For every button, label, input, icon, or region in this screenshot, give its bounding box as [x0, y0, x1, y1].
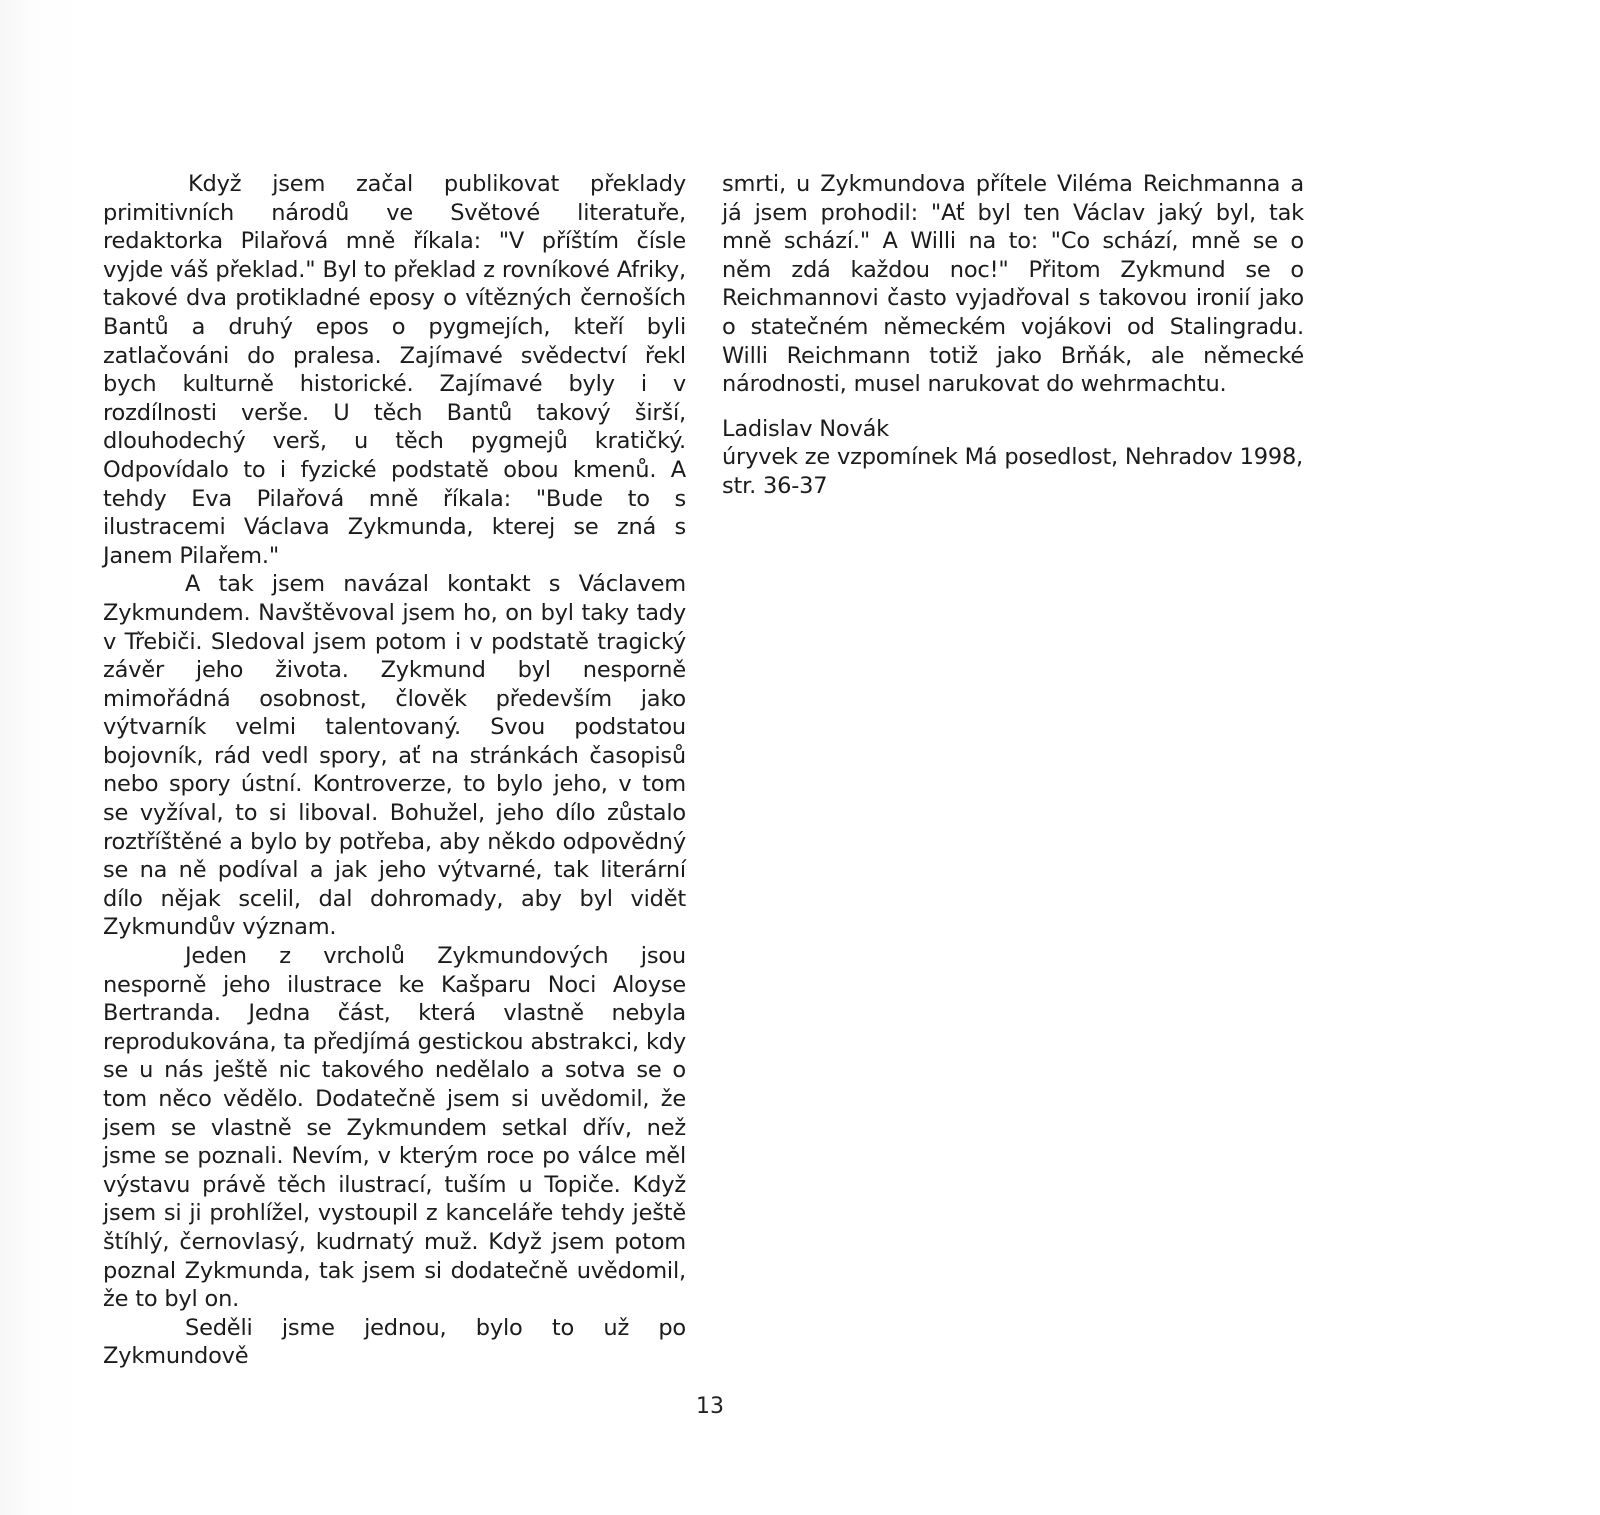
- author-name: Ladislav Novák: [722, 415, 890, 442]
- left-text-column: [103, 170, 686, 1371]
- right-text-column: [722, 170, 1304, 501]
- paragraph-continuation: smrti, u Zykmundova přítele Viléma Reichmanna a já jsem prohodil: "Ať byl ten Václav jaký byl, tak mně schází." A Willi na to: "Co schází, mně se o něm zdá každou noc!" Přitom Zykmund se o Reichmannovi často vyjadřoval s takovou ironií jako o statečném německém vojákovi od Stalingradu. Willi Reichmann totiž jako Brňák, ale německé národnosti, musel narukovat do wehrmachtu.: [722, 171, 1304, 398]
- page-number: 13: [696, 1394, 724, 1419]
- paragraph-3: Jeden z vrcholů Zykmundových jsou nesporně jeho ilustrace ke Kašparu Noci Aloyse Bertranda. Jedna část, která vlastně nebyla reprodukována, ta předjímá gestickou abstrakci, kdy se u nás ještě nic takového nedělalo a sotva se o tom něco vědělo. Dodatečně jsem si uvědomil, že jsem se vlastně se Zykmundem setkal dřív, než jsme se poznali. Nevím, v kterým roce po válce měl výstavu právě těch ilustrací, tuším u Topiče. Když jsem si ji prohlížel, vystoupil z kanceláře tehdy ještě štíhlý, černovlasý, kudrnatý muž. Když jsem potom poznal Zykmunda, tak jsem si dodatečně uvědomil, že to byl on.: [103, 943, 686, 1313]
- paragraph-4: Seděli jsme jednou, bylo to už po Zykmundově: [103, 1314, 686, 1370]
- paragraph-1: Když jsem začal publikovat překlady primitivních národů ve Světové literatuře, redaktorka Pilařová mně říkala: "V příštím čísle vyjde váš překlad." Byl to překlad z rovníkové Afriky, takové dva protikladné eposy o vítězných černoších Bantů a druhý epos o pygmejích, kteří byli zatlačováni do pralesa. Zajímavé svědectví řekl bych kulturně historické. Zajímavé byly i v rozdílnosti verše. U těch Bantů takový širší, dlouhodechý verš, u těch pygmejů kratičký. Odpovídalo to i fyzické podstatě obou kmenů. A tehdy Eva Pilařová mně říkala: "Bude to s ilustracemi Václava Zykmunda, kterej se zná s Janem Pilařem.": [103, 171, 686, 569]
- paragraph-2: A tak jsem navázal kontakt s Václavem Zykmundem. Navštěvoval jsem ho, on byl taky tady v Třebiči. Sledoval jsem potom i v podstatě tragický závěr jeho života. Zykmund byl nesporně mimořádná osobnost, člověk především jako výtvarník velmi talentovaný. Svou podstatou bojovník, rád vedl spory, ať na stránkách časopisů nebo spory ústní. Kontroverze, to bylo jeho, v tom se vyžíval, to si libovaI. Bohužel, jeho dílo zůstalo roztříštěné a bylo by potřeba, aby někdo odpovědný se na ně podíval a jak jeho výtvarné, tak literární dílo nějak scelil, dal dohromady, aby byl vidět Zykmundův význam.: [103, 571, 686, 941]
- source-line-1: úryvek ze vzpomínek Má posedlost, Nehradov 1998,: [722, 444, 1304, 471]
- source-line-2: str. 36-37: [722, 472, 828, 499]
- attribution-block: [722, 415, 1304, 501]
